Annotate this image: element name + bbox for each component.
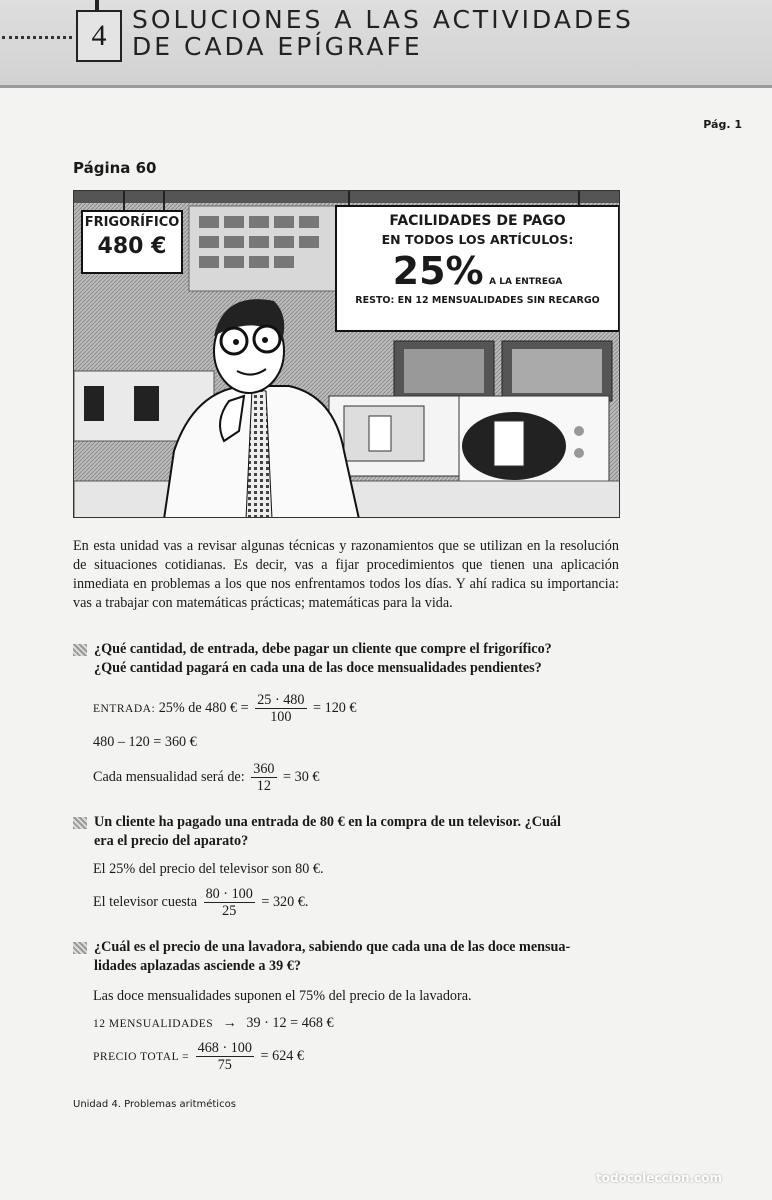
answer-3-total <box>93 1040 304 1073</box>
chapter-header <box>0 0 772 88</box>
mensualidad-numerator: 360 <box>253 761 275 777</box>
price-tag-price: 480 € <box>97 234 167 259</box>
mensualidades-label: 12 MENSUALIDADES <box>93 1018 214 1030</box>
cuesta-prefix: El televisor cuesta <box>93 893 198 910</box>
header-dotted-line <box>2 36 72 39</box>
answer-2-line1: El 25% del precio del televisor son 80 €. <box>93 861 324 877</box>
question-marker-icon <box>73 817 87 829</box>
answer-2-cuesta <box>93 886 308 919</box>
cuesta-denominator: 25 <box>222 903 237 919</box>
page-number: Pág. 1 <box>703 118 742 131</box>
banner-line1: FACILIDADES DE PAGO <box>389 213 566 229</box>
answer-1-mensualidad <box>93 761 319 794</box>
entrada-denominator: 100 <box>270 709 292 725</box>
mensualidad-prefix: Cada mensualidad será de: <box>93 768 245 785</box>
total-label: PRECIO TOTAL = <box>93 1050 190 1063</box>
mensualidad-result: = 30 € <box>283 768 320 785</box>
answer-1-resta: 480 – 120 = 360 € <box>93 734 197 750</box>
total-fraction <box>196 1040 254 1073</box>
banner-percent-label: A LA ENTREGA <box>489 277 563 287</box>
entrada-fraction <box>255 692 306 725</box>
answer-3-mensualidades <box>93 1014 334 1034</box>
answer-1-entrada <box>93 692 357 725</box>
question-2 <box>73 813 561 851</box>
question-3 <box>73 938 570 976</box>
arrow-icon: → <box>222 1015 237 1031</box>
price-tag-item: FRIGORÍFICO <box>84 215 180 230</box>
question-1 <box>73 640 552 678</box>
entrada-prefix: 25% de 480 € = <box>158 699 249 716</box>
answer-3-line1: Las doce mensualidades suponen el 75% del precio de la lavadora. <box>93 988 472 1004</box>
intro-paragraph: En esta unidad vas a revisar algunas técnicas y razonamientos que se utilizan en la resolución de situaciones cotidianas. Es decir, vas a fijar procedimientos que tienen una aplicación inmediata en problemas a los que nos enfrentamos todos los días. Y ahí radica su importancia: vas a trabajar con matemáticas prácticas; matemáticas para la vida. <box>73 538 619 611</box>
section-title: Página 60 <box>73 159 157 177</box>
banner-percent-row <box>336 249 619 293</box>
question-1-line1: ¿Qué cantidad, de entrada, debe pagar un cliente que compre el frigorífico? <box>94 641 552 657</box>
chapter-title-line1: SOLUCIONES A LAS ACTIVIDADES <box>132 5 634 34</box>
page-footer: Unidad 4. Problemas aritméticos <box>73 1099 236 1110</box>
cuesta-result: = 320 €. <box>261 893 309 910</box>
banner-percent: 25% <box>392 249 484 293</box>
payment-banner <box>336 213 619 306</box>
question-3-line1: ¿Cuál es el precio de una lavadora, sabiendo que cada una de las doce mensua- <box>94 939 571 955</box>
banner-line2: EN TODOS LOS ARTÍCULOS: <box>381 232 574 247</box>
entrada-numerator: 25 · 480 <box>257 692 305 708</box>
question-marker-icon <box>73 644 87 656</box>
total-numerator: 468 · 100 <box>197 1040 252 1056</box>
store-illustration <box>73 190 620 518</box>
cuesta-fraction <box>204 886 255 919</box>
question-3-line2: lidades aplazadas asciende a 39 €? <box>94 958 301 974</box>
mensualidad-denominator: 12 <box>256 778 271 794</box>
question-1-line2: ¿Qué cantidad pagará en cada una de las doce mensualidades pendientes? <box>94 660 542 676</box>
entrada-label: ENTRADA: <box>93 702 156 715</box>
chapter-title-line2: DE CADA EPÍGRAFE <box>132 32 423 61</box>
mensualidades-calc: 39 · 12 = 468 € <box>246 1015 334 1031</box>
cuesta-numerator: 80 · 100 <box>205 886 253 902</box>
chapter-number: 4 <box>76 10 122 62</box>
total-denominator: 75 <box>217 1057 232 1073</box>
total-result: = 624 € <box>260 1047 305 1064</box>
entrada-result: = 120 € <box>313 699 357 716</box>
price-tag <box>82 215 182 259</box>
watermark: todocoleccion.com <box>596 1171 722 1185</box>
question-marker-icon <box>73 942 87 954</box>
banner-line4: RESTO: EN 12 MENSUALIDADES SIN RECARGO <box>355 295 600 306</box>
chapter-title <box>132 6 634 60</box>
question-2-line2: era el precio del aparato? <box>94 833 249 849</box>
question-2-line1: Un cliente ha pagado una entrada de 80 € en la compra de un televisor. ¿Cuál <box>94 814 561 830</box>
mensualidad-fraction <box>251 761 276 794</box>
header-marker <box>95 0 99 10</box>
